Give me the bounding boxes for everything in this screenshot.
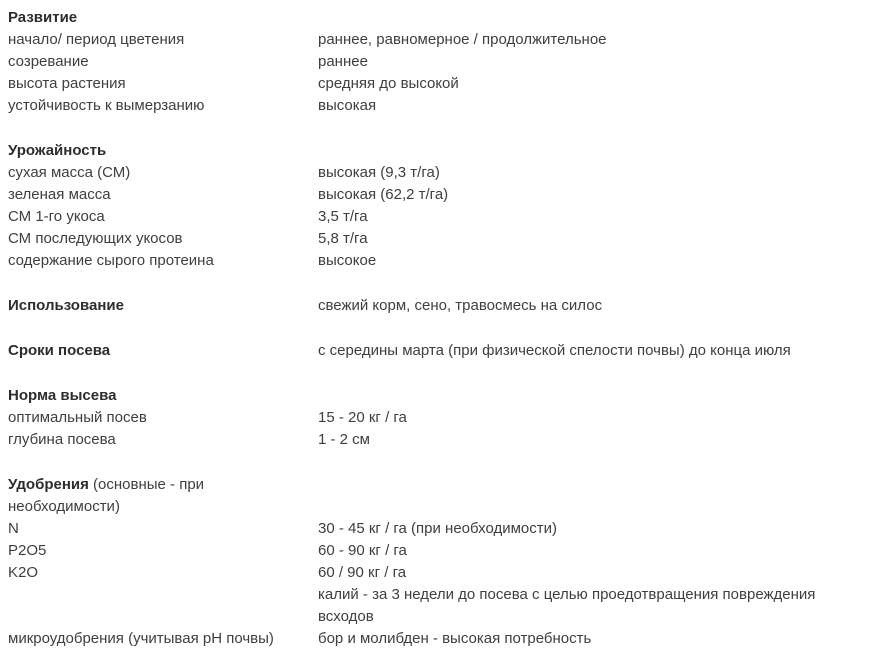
- row-bloom-start-period: [8, 29, 871, 51]
- section-sowing-dates: [8, 340, 871, 362]
- section-title: [8, 7, 318, 29]
- spec-label: устойчивость к вымерзанию: [8, 97, 205, 114]
- row-crude-protein-content: [8, 250, 871, 272]
- row-green-mass: [8, 184, 871, 206]
- spec-value: высокое: [318, 252, 377, 269]
- section-yield: [8, 140, 871, 272]
- section-header-row: [8, 295, 871, 317]
- spec-value: раннее: [318, 53, 368, 70]
- spec-label: оптимальный посев: [8, 409, 147, 426]
- section-title: [8, 295, 318, 317]
- spec-value: 3,5 т/га: [318, 208, 368, 225]
- spec-value: 30 - 45 кг / га (при необходимости): [318, 520, 557, 537]
- spec-value: высокая (9,3 т/га): [318, 164, 440, 181]
- section-title: [8, 474, 318, 518]
- spec-value: 5,8 т/га: [318, 230, 368, 247]
- spec-label: глубина посева: [8, 431, 116, 448]
- spec-value: высокая (62,2 т/га): [318, 186, 449, 203]
- section-header-row: [8, 140, 871, 162]
- spec-label: N: [8, 520, 19, 537]
- section-header-row: [8, 385, 871, 407]
- spec-label: созревание: [8, 53, 89, 70]
- section-title: [8, 340, 318, 362]
- row-optimal-seeding: [8, 407, 871, 429]
- section-title-suffix: (основные - при необходимости): [8, 476, 205, 515]
- row-seeding-depth: [8, 429, 871, 451]
- spec-label: СМ последующих укосов: [8, 230, 183, 247]
- section-title-text: Развитие: [8, 9, 78, 26]
- spec-value: бор и молибден - высокая потребность: [318, 630, 592, 647]
- row-plant-height: [8, 73, 871, 95]
- spec-value: 60 - 90 кг / га: [318, 542, 407, 559]
- spec-label: содержание сырого протеина: [8, 252, 214, 269]
- spec-value: 15 - 20 кг / га: [318, 409, 407, 426]
- spec-label: СМ 1-го укоса: [8, 208, 105, 225]
- section-header-value: свежий корм, сено, травосмесь на силос: [318, 297, 603, 314]
- spec-value: 1 - 2 см: [318, 431, 370, 448]
- section-header-row: [8, 7, 871, 29]
- section-title-text: Использование: [8, 297, 124, 314]
- row-potassium-note: [8, 584, 871, 628]
- section-title: [8, 140, 318, 162]
- section-fertilizers: [8, 474, 871, 650]
- section-usage: [8, 295, 871, 317]
- section-header-row: [8, 474, 871, 518]
- spec-label: сухая масса (СМ): [8, 164, 131, 181]
- section-title-text: Норма высева: [8, 387, 117, 404]
- spec-value: высокая: [318, 97, 377, 114]
- spec-label: микроудобрения (учитывая pH почвы): [8, 630, 274, 647]
- spec-label: P2O5: [8, 542, 47, 559]
- section-title-text: Сроки посева: [8, 342, 111, 359]
- spec-label: начало/ период цветения: [8, 31, 185, 48]
- section-header-value: с середины марта (при физической спелости почвы) до конца июля: [318, 342, 791, 359]
- spec-value: 60 / 90 кг / га: [318, 564, 407, 581]
- section-header-row: [8, 340, 871, 362]
- section-development: [8, 7, 871, 117]
- spec-value: калий - за 3 недели до посева с целью проедотвращения повреждения всходов: [318, 586, 816, 625]
- row-frost-resistance: [8, 95, 871, 117]
- section-title: [8, 385, 318, 407]
- row-dry-matter: [8, 162, 871, 184]
- section-title-text: Урожайность: [8, 142, 107, 159]
- row-micronutrients: [8, 628, 871, 650]
- spec-value: раннее, равномерное / продолжительное: [318, 31, 607, 48]
- spec-label: K2O: [8, 564, 39, 581]
- row-p2o5: [8, 540, 871, 562]
- section-title-text: Удобрения: [8, 476, 89, 493]
- spec-label: высота растения: [8, 75, 126, 92]
- row-k2o: [8, 562, 871, 584]
- spec-label: зеленая масса: [8, 186, 111, 203]
- row-dm-first-cut: [8, 206, 871, 228]
- section-seeding-rate: [8, 385, 871, 451]
- row-nitrogen: [8, 518, 871, 540]
- row-dm-subsequent-cuts: [8, 228, 871, 250]
- spec-value: средняя до высокой: [318, 75, 459, 92]
- row-ripening: [8, 51, 871, 73]
